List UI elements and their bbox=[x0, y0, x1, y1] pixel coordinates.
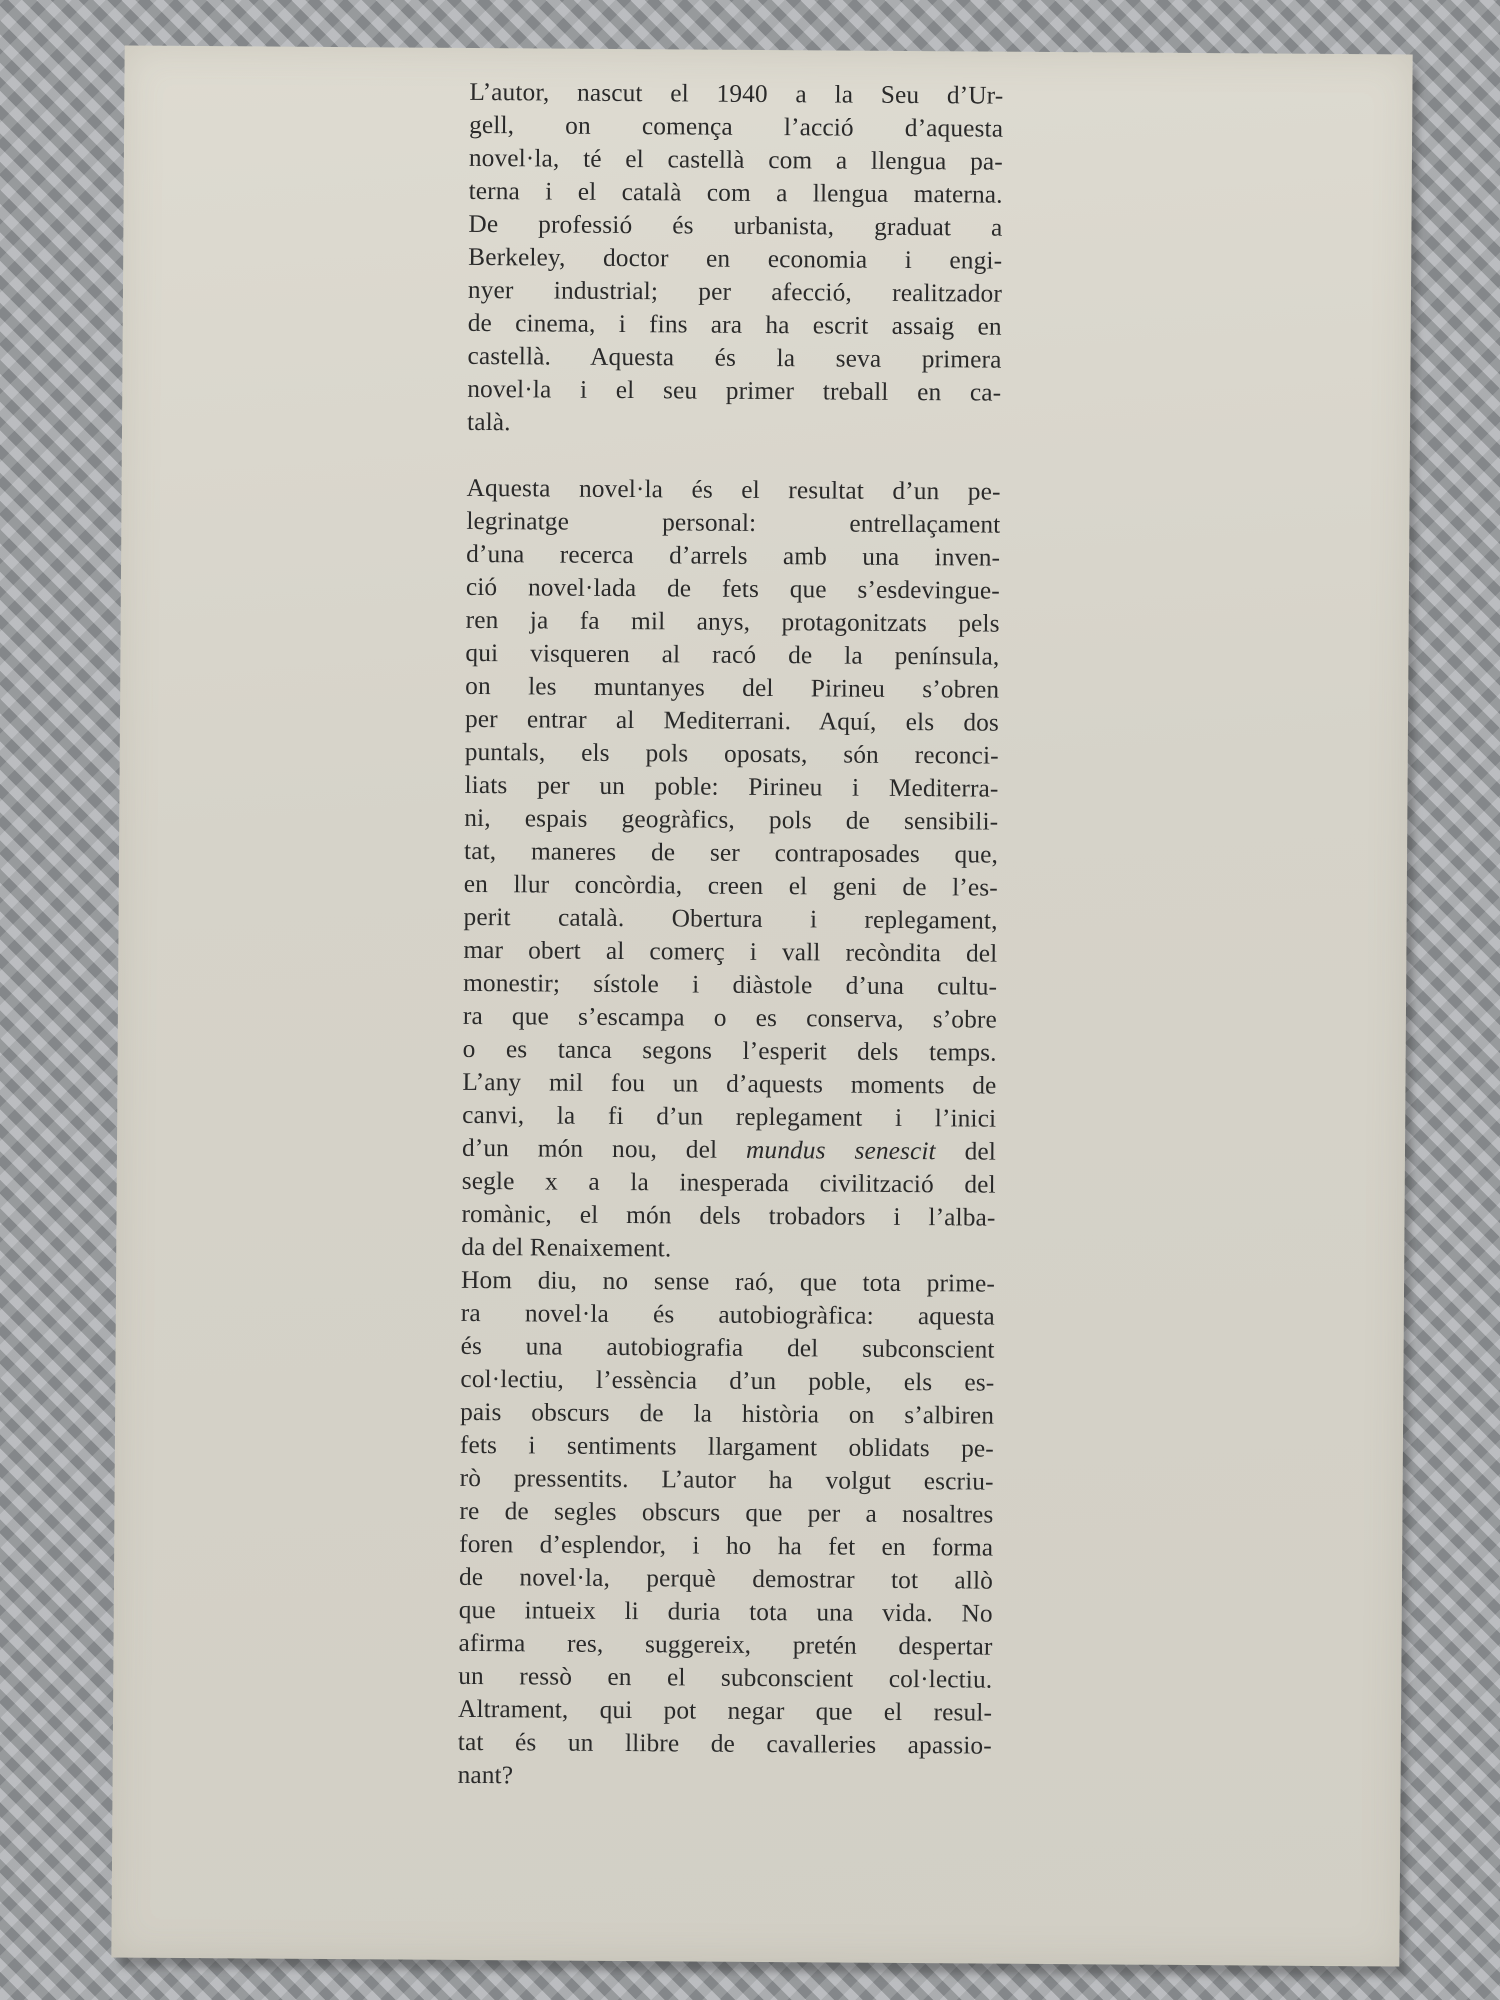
text-line: nant? bbox=[457, 1760, 514, 1790]
text-line: novel·la, té el castellà com a llengua pa- bbox=[468, 143, 1003, 176]
paragraph-author-bio bbox=[467, 76, 1004, 443]
text-line: puntals, els pols oposats, són reconci- bbox=[464, 737, 999, 770]
text-line: en llur concòrdia, creen el geni de l’es- bbox=[463, 869, 998, 902]
text-line: novel·la i el seu primer treball en ca- bbox=[467, 374, 1002, 407]
text-line: liats per un poble: Pirineu i Mediterra- bbox=[464, 770, 999, 803]
text-segment: del bbox=[935, 1137, 997, 1166]
text-line: que intueix li duria tota una vida. No bbox=[458, 1595, 993, 1628]
text-line: talà. bbox=[466, 407, 511, 437]
text-line: L’autor, nascut el 1940 a la Seu d’Ur- bbox=[469, 77, 1004, 110]
text-line: és una autobiografia del subconscient bbox=[460, 1331, 995, 1364]
text-line: col·lectiu, l’essència d’un poble, els es- bbox=[460, 1364, 995, 1397]
text-line: perit català. Obertura i replegament, bbox=[463, 902, 998, 935]
text-line: segle x a la inesperada civilització del bbox=[461, 1166, 996, 1199]
text-line: ni, espais geogràfics, pols de sensibili- bbox=[464, 803, 999, 836]
text-line: Berkeley, doctor en economia i engi- bbox=[468, 242, 1003, 275]
text-line: Hom diu, no sense raó, que tota prime- bbox=[460, 1265, 996, 1298]
italic-phrase: mundus senescit bbox=[745, 1135, 936, 1166]
text-line: afirma res, suggereix, pretén despertar bbox=[458, 1628, 993, 1661]
text-line: re de segles obscurs que per a nosaltres bbox=[459, 1496, 994, 1529]
text-line: Aquesta novel·la és el resultat d’un pe- bbox=[466, 473, 1001, 506]
text-line: mar obert al comerç i vall recòndita del bbox=[463, 935, 998, 968]
text-line: castellà. Aquesta és la seva primera bbox=[467, 341, 1002, 374]
text-line: ció novel·lada de fets que s’esdevingue- bbox=[465, 572, 1001, 605]
text-line: un ressò en el subconscient col·lectiu. bbox=[458, 1661, 993, 1694]
text-line: foren d’esplendor, i ho ha fet en forma bbox=[459, 1529, 994, 1562]
text-line: De professió és urbanista, graduat a bbox=[468, 209, 1003, 242]
text-line: de cinema, i fins ara ha escrit assaig en bbox=[467, 308, 1002, 341]
text-line: tat és un llibre de cavalleries apassio- bbox=[457, 1727, 992, 1760]
text-line: gell, on comença l’acció d’aquesta bbox=[469, 110, 1004, 143]
book-back-cover bbox=[111, 46, 1412, 1967]
blurb-text bbox=[458, 76, 1004, 1796]
text-line: da del Renaixement. bbox=[461, 1232, 672, 1263]
text-line: L’any mil fou un d’aquests moments de bbox=[462, 1067, 997, 1100]
text-line: per entrar al Mediterrani. Aquí, els dos bbox=[464, 704, 1000, 737]
text-line-with-italic bbox=[462, 1132, 996, 1169]
text-line: Altrament, qui pot negar que el resul- bbox=[457, 1694, 993, 1727]
paragraph-autobiography bbox=[458, 1264, 996, 1796]
text-line: nyer industrial; per afecció, realitzador bbox=[467, 275, 1003, 308]
text-line: rò pressentits. L’autor ha volgut escriu- bbox=[459, 1463, 994, 1496]
text-line: d’una recerca d’arrels amb una inven- bbox=[466, 539, 1001, 572]
text-line: fets i sentiments llargament oblidats pe- bbox=[459, 1430, 995, 1463]
paragraph-novel-description bbox=[461, 472, 1001, 1268]
text-line: legrinatge personal: entrellaçament bbox=[466, 506, 1001, 539]
text-line: ren ja fa mil anys, protagonitzats pels bbox=[465, 605, 1000, 638]
text-line: ra novel·la és autobiogràfica: aquesta bbox=[460, 1298, 995, 1331]
text-line: monestir; sístole i diàstole d’una cultu- bbox=[463, 968, 998, 1001]
text-segment: d’un món nou, del bbox=[461, 1133, 747, 1164]
text-line: pais obscurs de la història on s’albiren bbox=[460, 1397, 995, 1430]
text-line: de novel·la, perquè demostrar tot allò bbox=[458, 1562, 994, 1595]
text-line: romànic, el món dels trobadors i l’alba- bbox=[461, 1199, 996, 1232]
text-line: qui visqueren al racó de la península, bbox=[465, 638, 1000, 671]
text-line: canvi, la fi d’un replegament i l’inici bbox=[462, 1100, 997, 1133]
paragraph-gap bbox=[467, 439, 1001, 476]
text-line: tat, maneres de ser contraposades que, bbox=[463, 836, 999, 869]
text-line: ra que s’escampa o es conserva, s’obre bbox=[462, 1001, 998, 1034]
text-line: o es tanca segons l’esperit dels temps. bbox=[462, 1034, 997, 1067]
text-line: on les muntanyes del Pirineu s’obren bbox=[465, 671, 1000, 704]
text-line: terna i el català com a llengua materna. bbox=[468, 176, 1003, 209]
